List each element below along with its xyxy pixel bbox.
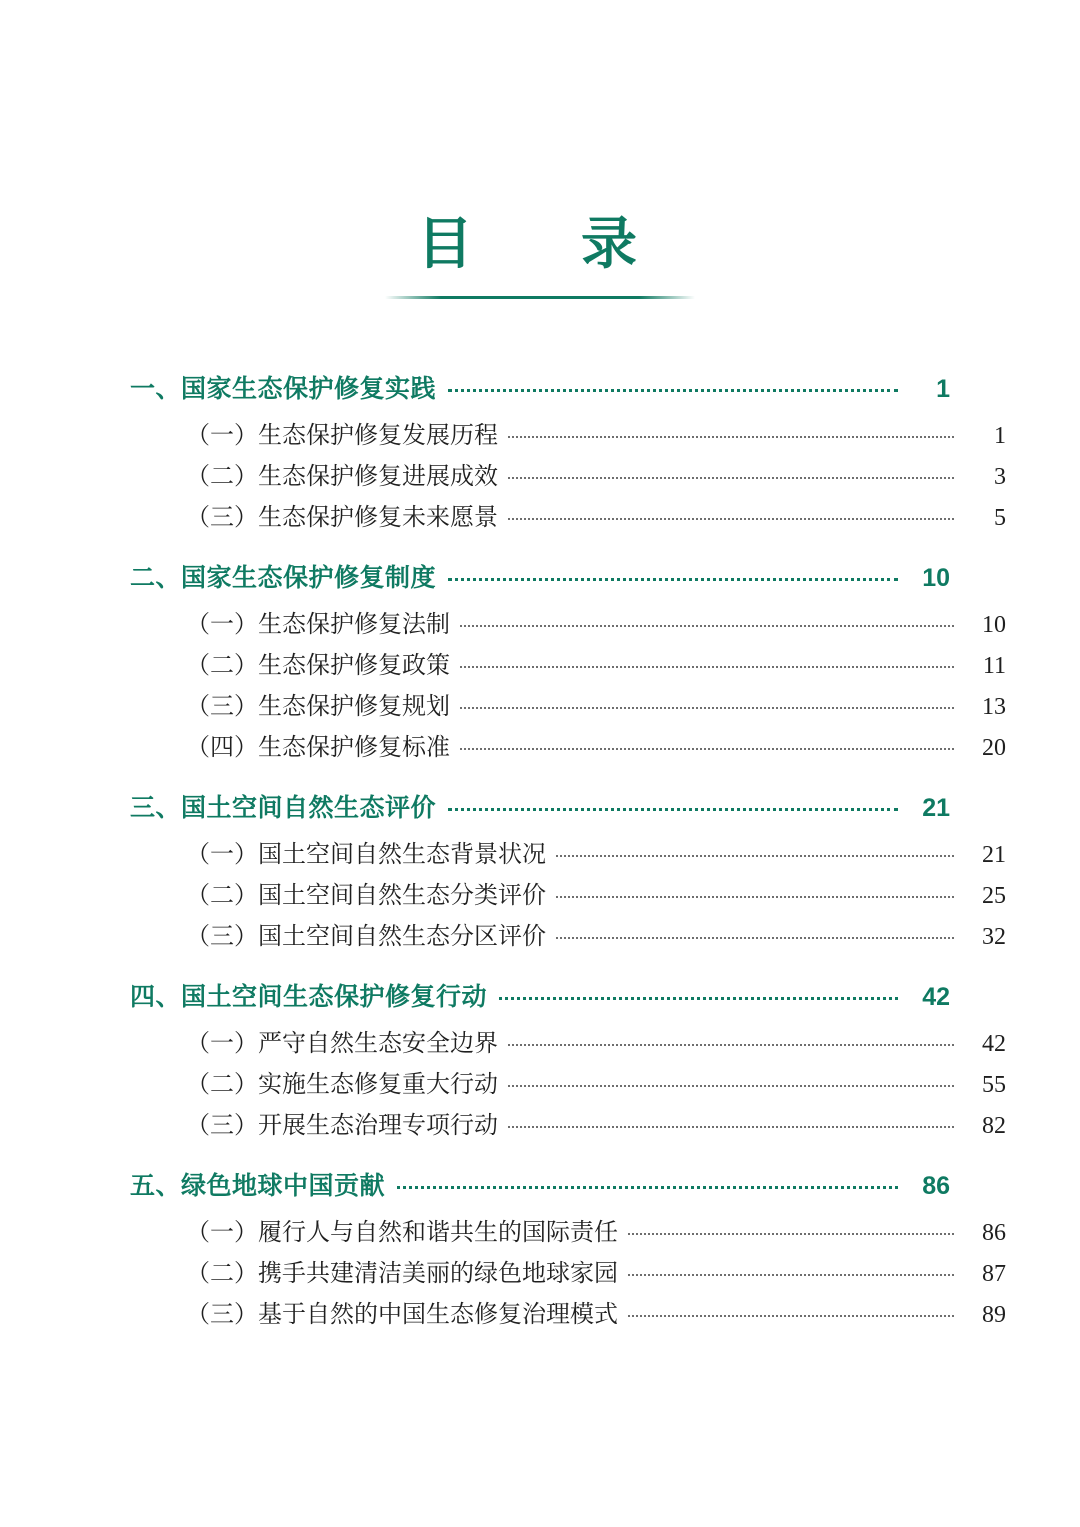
toc-heading-page: 1 [936, 375, 950, 403]
toc-item[interactable] [130, 727, 1006, 762]
toc-item[interactable] [130, 456, 1006, 491]
toc-group [130, 788, 1006, 951]
toc-leader-dots [508, 477, 954, 479]
toc-leader-dots [460, 666, 954, 668]
toc-heading-label: 四、国土空间生态保护修复行动 [130, 983, 488, 1011]
toc-item-label: （三）生态保护修复规划 [186, 694, 450, 720]
toc-item-label: （三）基于自然的中国生态修复治理模式 [186, 1302, 618, 1328]
toc-item[interactable] [130, 415, 1006, 450]
toc-item-page: 82 [982, 1113, 1006, 1139]
toc-item[interactable] [130, 686, 1006, 721]
toc-item-label: （三）开展生态治理专项行动 [186, 1113, 498, 1139]
toc-heading-entry[interactable] [130, 1166, 950, 1202]
toc-item-label: （四）生态保护修复标准 [186, 735, 450, 761]
toc-item-page: 21 [982, 842, 1006, 868]
toc-leader-dots [508, 1085, 954, 1087]
toc-item-page: 3 [994, 464, 1006, 490]
toc-leader-dots [460, 748, 954, 750]
toc-heading-entry[interactable] [130, 369, 950, 405]
toc-leader-dots [460, 625, 954, 627]
toc-leader-dots [508, 1044, 954, 1046]
toc-group [130, 977, 1006, 1140]
toc-item[interactable] [130, 1023, 1006, 1058]
toc-heading-entry[interactable] [130, 788, 950, 824]
toc-item-page: 55 [982, 1072, 1006, 1098]
toc-item-label: （二）生态保护修复政策 [186, 653, 450, 679]
toc-item-label: （一）严守自然生态安全边界 [186, 1031, 498, 1057]
toc-leader-dots [556, 896, 954, 898]
toc-item-page: 5 [994, 505, 1006, 531]
toc-heading-page: 86 [922, 1172, 950, 1200]
table-of-contents [130, 369, 1006, 1329]
toc-item[interactable] [130, 497, 1006, 532]
toc-heading-label: 一、国家生态保护修复实践 [130, 375, 437, 403]
toc-item[interactable] [130, 1253, 1006, 1288]
toc-item-label: （三）国土空间自然生态分区评价 [186, 924, 546, 950]
toc-leader-dots [556, 855, 954, 857]
toc-item-page: 11 [982, 653, 1006, 679]
toc-item[interactable] [130, 604, 1006, 639]
toc-group [130, 558, 1006, 762]
toc-item-label: （一）生态保护修复发展历程 [186, 423, 498, 449]
toc-item-page: 32 [982, 924, 1006, 950]
toc-item-label: （一）生态保护修复法制 [186, 612, 450, 638]
toc-item-page: 87 [982, 1261, 1006, 1287]
toc-leader-dots [460, 707, 954, 709]
toc-item-page: 25 [982, 883, 1006, 909]
toc-heading-page: 10 [922, 564, 950, 592]
toc-leader-dots [628, 1315, 954, 1317]
toc-heading-page: 42 [922, 983, 950, 1011]
toc-leader-dots [448, 578, 898, 581]
toc-leader-dots [628, 1233, 954, 1235]
toc-leader-dots [448, 389, 898, 392]
toc-item-page: 42 [982, 1031, 1006, 1057]
toc-heading-entry[interactable] [130, 558, 950, 594]
toc-heading-label: 二、国家生态保护修复制度 [130, 564, 437, 592]
page-title: 目 录 [417, 212, 663, 275]
toc-item-page: 89 [982, 1302, 1006, 1328]
toc-item[interactable] [130, 834, 1006, 869]
toc-item-label: （二）生态保护修复进展成效 [186, 464, 498, 490]
toc-item-page: 10 [982, 612, 1006, 638]
toc-item-page: 86 [982, 1220, 1006, 1246]
title-divider [385, 296, 695, 299]
toc-title-block [0, 0, 1080, 299]
toc-item-page: 13 [982, 694, 1006, 720]
toc-item-label: （三）生态保护修复未来愿景 [186, 505, 498, 531]
toc-leader-dots [508, 518, 954, 520]
toc-heading-page: 21 [922, 794, 950, 822]
toc-item[interactable] [130, 1294, 1006, 1329]
toc-leader-dots [556, 937, 954, 939]
toc-item-page: 1 [994, 423, 1006, 449]
toc-item[interactable] [130, 875, 1006, 910]
toc-leader-dots [508, 436, 954, 438]
toc-item-label: （一）国土空间自然生态背景状况 [186, 842, 546, 868]
toc-item[interactable] [130, 1064, 1006, 1099]
toc-item-page: 20 [982, 735, 1006, 761]
toc-leader-dots [499, 997, 898, 1000]
toc-item[interactable] [130, 1105, 1006, 1140]
toc-item[interactable] [130, 916, 1006, 951]
toc-leader-dots [448, 808, 898, 811]
toc-item-label: （二）实施生态修复重大行动 [186, 1072, 498, 1098]
toc-item[interactable] [130, 645, 1006, 680]
toc-group [130, 1166, 1006, 1329]
toc-item-label: （二）国土空间自然生态分类评价 [186, 883, 546, 909]
toc-item-label: （一）履行人与自然和谐共生的国际责任 [186, 1220, 618, 1246]
toc-leader-dots [628, 1274, 954, 1276]
toc-leader-dots [508, 1126, 954, 1128]
toc-heading-label: 三、国土空间自然生态评价 [130, 794, 437, 822]
toc-heading-entry[interactable] [130, 977, 950, 1013]
toc-item-label: （二）携手共建清洁美丽的绿色地球家园 [186, 1261, 618, 1287]
toc-group [130, 369, 1006, 532]
toc-heading-label: 五、绿色地球中国贡献 [130, 1172, 386, 1200]
toc-item[interactable] [130, 1212, 1006, 1247]
toc-leader-dots [397, 1186, 898, 1189]
